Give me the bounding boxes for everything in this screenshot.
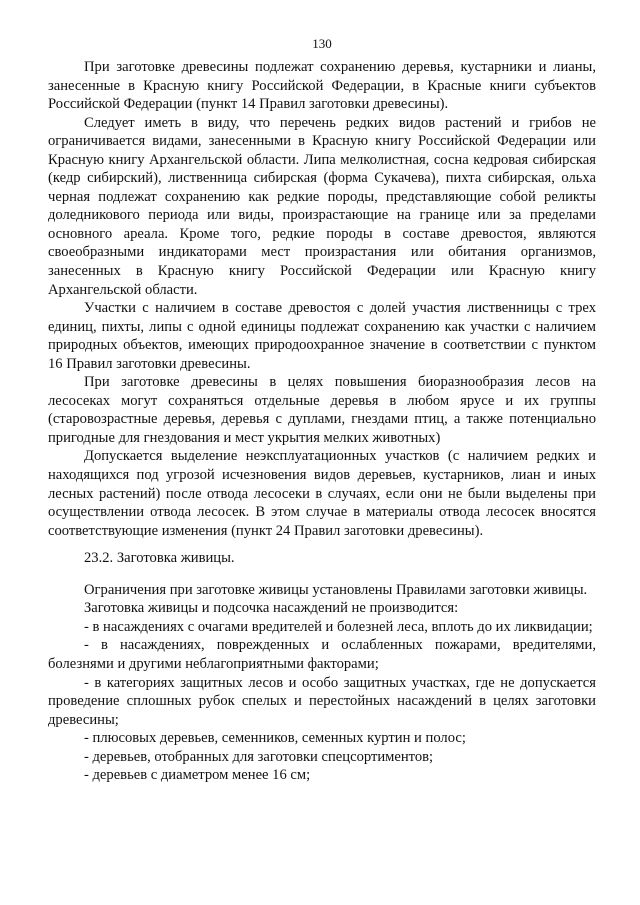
document-page — [48, 36, 596, 785]
list-item: - в насаждениях, поврежденных и ослабленных пожарами, вредителями, болезнями и другими неблагоприятными факторами; — [48, 637, 596, 672]
paragraph-resin-list-intro: Заготовка живицы и подсочка насаждений не производится: — [84, 600, 459, 617]
paragraph-rare-species: Следует иметь в виду, что перечень редких видов растений и грибов не ограничивается видами, занесенными в Красную книгу Российской Федерации или Красную книгу Архангельской области. Липа мелколистная, сосна кедровая сибирская (кедр сибирский), лиственница сибирская (форма Сукачева), пихта сибирская, ольха черная подлежат сохранению как редкие породы, представляющие собой реликты доледникового периода или виды, произрастающие на границе или за пределами основного ареала. Кроме того, редкие породы в составе древостоя, являются своеобразными индикаторами мест произрастания или обитания организмов, занесенных в Красную книгу Российской Федерации или Красную книгу Архангельской области. — [48, 114, 596, 298]
list-item: - в насаждениях с очагами вредителей и болезней леса, вплоть до их ликвидации; — [84, 618, 593, 635]
section-heading: 23.2. Заготовка живицы. — [84, 550, 235, 567]
paragraph-biodiversity: При заготовке древесины в целях повышения биоразнообразия лесов на лесосеках могут сохраняться отдельные деревья в любом ярусе и их группы (старовозрастные деревья, деревья с дуплами, гнездами птиц, а также потенциально пригодные для гнездования и мест укрытия мелких животных) — [48, 374, 596, 446]
page-number: 130 — [312, 36, 332, 51]
paragraph-larch-sites: Участки с наличием в составе древостоя с долей участия лиственницы с трех единиц, пихты, липы с одной единицы подлежат сохранению как участки с наличием природных объектов, имеющих природоохранное значение в соответствии с пунктом 16 Правил заготовки древесины. — [48, 300, 596, 372]
paragraph-non-exploitable-areas: Допускается выделение неэксплуатационных участков (с наличием редких и находящихся под угрозой исчезновения видов деревьев, кустарников, лиан и иных лесных растений) после отвода лесосеки в случаях, если они не были выделены при осуществлении отвода лесосек. В этом случае в материалы отвода лесосек вносятся соответствующие изменения (пункт 24 Правил заготовки древесины). — [48, 448, 596, 539]
list-item: - плюсовых деревьев, семенников, семенных куртин и полос; — [84, 730, 466, 747]
paragraph-resin-restrictions: Ограничения при заготовке живицы установлены Правилами заготовки живицы. — [84, 581, 588, 598]
list-item: - деревьев с диаметром менее 16 см; — [84, 767, 311, 784]
list-item: - деревьев, отобранных для заготовки спецсортиментов; — [84, 748, 434, 765]
list-item: - в категориях защитных лесов и особо защитных участках, где не допускается проведение сплошных рубок спелых и перестойных насаждений в целях заготовки древесины; — [48, 674, 596, 728]
paragraph-red-book-species: При заготовке древесины подлежат сохранению деревья, кустарники и лианы, занесенные в Красную книгу Российской Федерации, в Красные книги субъектов Российской Федерации (пункт 14 Правил заготовки древесины). — [48, 59, 596, 113]
